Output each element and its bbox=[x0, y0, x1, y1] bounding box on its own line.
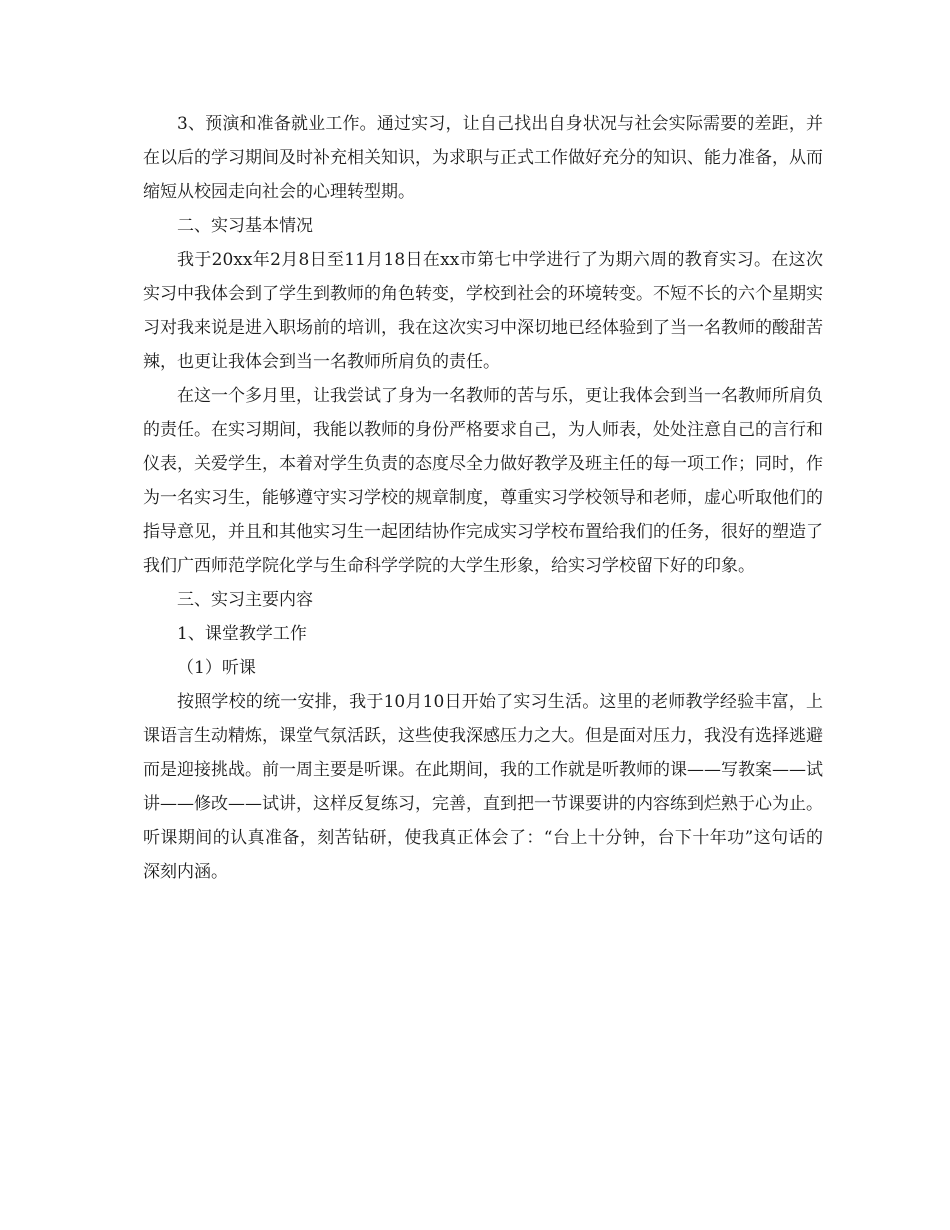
paragraph-teacher-experience: 在这一个多月里，让我尝试了身为一名教师的苦与乐，更让我体会到当一名教师所肩负的责任。在实习期间，我能以教师的身份严格要求自己，为人师表，处处注意自己的言行和仪表，关爱学生，本着对学生负责的态度尽全力做好教学及班主任的每一项工作；同时，作为一名实习生，能够遵守实习学校的规章制度，尊重实习学校领导和老师，虚心听取他们的指导意见，并且和其他实习生一起团结协作完成实习学校布置给我们的任务，很好的塑造了我们广西师范学院化学与生命科学学院的大学生形象，给实习学校留下好的印象。 bbox=[143, 386, 823, 576]
section-heading-main-content: 三、实习主要内容 bbox=[177, 590, 313, 610]
section-heading-basic-info: 二、实习基本情况 bbox=[177, 216, 313, 236]
paragraph-employment-prep: 3、预演和准备就业工作。通过实习，让自己找出自身状况与社会实际需要的差距，并在以后的学习期间及时补充相关知识，为求职与正式工作做好充分的知识、能力准备，从而缩短从校园走向社会的心理转型期。 bbox=[143, 114, 823, 202]
document-body bbox=[143, 107, 823, 889]
subsection-heading-observation: （1）听课 bbox=[177, 658, 256, 678]
subsection-heading-classroom-teaching: 1、课堂教学工作 bbox=[177, 624, 307, 644]
paragraph-observation-details: 按照学校的统一安排，我于10月10日开始了实习生活。这里的老师教学经验丰富，上课语言生动精炼，课堂气氛活跃，这些使我深感压力之大。但是面对压力，我没有选择逃避而是迎接挑战。前一周主要是听课。在此期间，我的工作就是听教师的课——写教案——试讲——修改——试讲，这样反复练习，完善，直到把一节课要讲的内容练到烂熟于心为止。听课期间的认真准备，刻苦钻研，使我真正体会了：“台上十分钟，台下十年功”这句话的深刻内涵。 bbox=[143, 692, 823, 882]
paragraph-internship-overview: 我于20xx年2月8日至11月18日在xx市第七中学进行了为期六周的教育实习。在这次实习中我体会到了学生到教师的角色转变，学校到社会的环境转变。不短不长的六个星期实习对我来说是进入职场前的培训，我在这次实习中深切地已经体验到了当一名教师的酸甜苦辣，也更让我体会到当一名教师所肩负的责任。 bbox=[143, 250, 823, 372]
